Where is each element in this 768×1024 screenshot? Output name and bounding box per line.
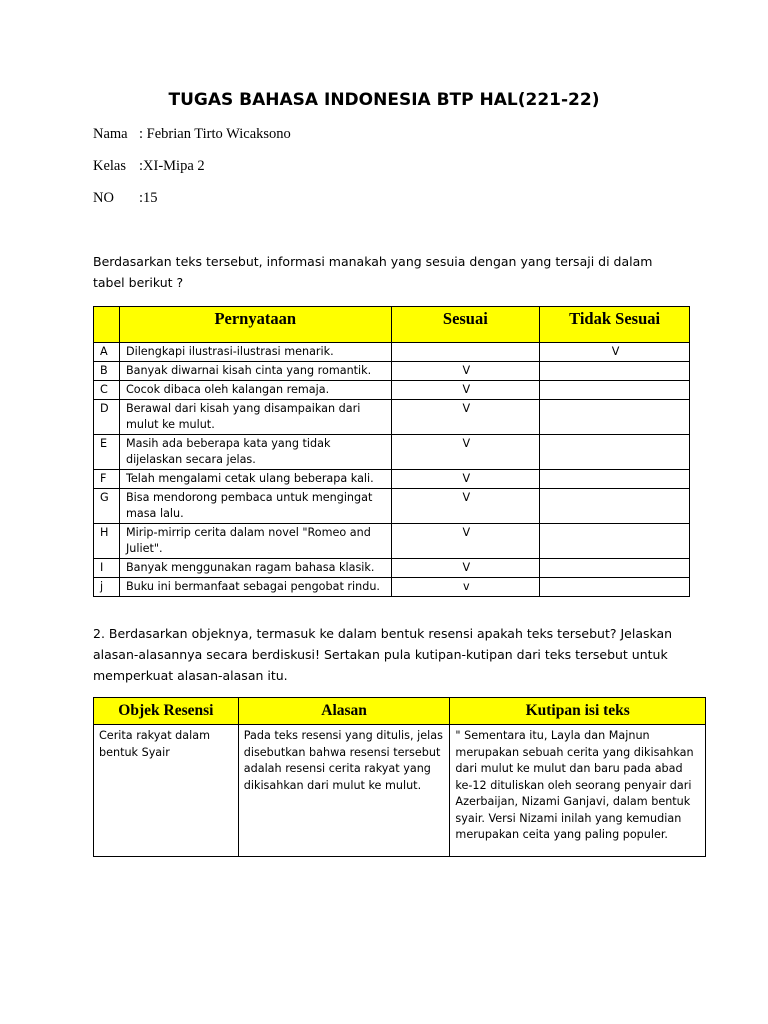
row-key: B (94, 362, 120, 381)
row-tidak-sesuai (540, 362, 690, 381)
table-row (94, 362, 690, 381)
row-tidak-sesuai (540, 435, 690, 470)
name-label: Nama (93, 126, 128, 142)
row-tidak-sesuai (540, 470, 690, 489)
row-statement: Berawal dari kisah yang disampaikan dari mulut ke mulut. (119, 400, 391, 435)
question-1: Berdasarkan teks tersebut, informasi manakah yang sesuia dengan yang tersaji di dalam tabel berikut ? (93, 254, 653, 290)
row-sesuai: v (391, 578, 540, 597)
table-row (94, 470, 690, 489)
cell-alasan: Pada teks resensi yang ditulis, jelas disebutkan bahwa resensi tersebut adalah resensi cerita rakyat yang dikisahkan dari mulut ke mulut. (238, 725, 450, 857)
table-header-row (94, 307, 690, 343)
row-statement: Dilengkapi ilustrasi-ilustrasi menarik. (119, 343, 391, 362)
row-statement: Banyak menggunakan ragam bahasa klasik. (119, 559, 391, 578)
header-kutipan: Kutipan isi teks (450, 698, 706, 725)
row-statement: Mirip-mirrip cerita dalam novel "Romeo and Juliet". (119, 524, 391, 559)
row-sesuai: V (391, 470, 540, 489)
header-tidak-sesuai: Tidak Sesuai (540, 307, 690, 343)
document-title: TUGAS BAHASA INDONESIA BTP HAL(221-22) (168, 90, 600, 110)
cell-objek: Cerita rakyat dalam bentuk Syair (94, 725, 239, 857)
table-row (94, 343, 690, 362)
number-line (93, 190, 158, 207)
class-value: :XI-Mipa 2 (139, 158, 205, 174)
review-table (93, 697, 706, 857)
row-tidak-sesuai (540, 381, 690, 400)
table-row (94, 381, 690, 400)
table-header-row (94, 698, 706, 725)
row-sesuai: V (391, 400, 540, 435)
row-sesuai: V (391, 362, 540, 381)
row-statement: Cocok dibaca oleh kalangan remaja. (119, 381, 391, 400)
row-statement: Buku ini bermanfaat sebagai pengobat rindu. (119, 578, 391, 597)
row-tidak-sesuai: V (540, 343, 690, 362)
row-tidak-sesuai (540, 489, 690, 524)
row-statement: Bisa mendorong pembaca untuk mengingat masa lalu. (119, 489, 391, 524)
row-statement: Telah mengalami cetak ulang beberapa kali. (119, 470, 391, 489)
table-row (94, 559, 690, 578)
header-sesuai: Sesuai (391, 307, 540, 343)
header-key (94, 307, 120, 343)
row-sesuai: V (391, 381, 540, 400)
header-objek-resensi: Objek Resensi (94, 698, 239, 725)
question-2: 2. Berdasarkan objeknya, termasuk ke dalam bentuk resensi apakah teks tersebut? Jelaskan alasan-alasannya secara berdiskusi! Sertakan pula kutipan-kutipan dari teks tersebut untuk memperkuat alasan-alasan itu. (93, 626, 673, 683)
row-key: j (94, 578, 120, 597)
header-alasan: Alasan (238, 698, 450, 725)
table-row (94, 578, 690, 597)
row-statement: Masih ada beberapa kata yang tidak dijelaskan secara jelas. (119, 435, 391, 470)
row-sesuai (391, 343, 540, 362)
row-sesuai: V (391, 524, 540, 559)
header-pernyataan: Pernyataan (119, 307, 391, 343)
number-value: :15 (139, 190, 158, 206)
row-tidak-sesuai (540, 400, 690, 435)
row-sesuai: V (391, 559, 540, 578)
row-tidak-sesuai (540, 559, 690, 578)
table-row (94, 489, 690, 524)
statement-table (93, 306, 690, 597)
name-line (93, 126, 291, 143)
row-key: I (94, 559, 120, 578)
table-row (94, 400, 690, 435)
row-key: C (94, 381, 120, 400)
row-key: H (94, 524, 120, 559)
row-tidak-sesuai (540, 524, 690, 559)
row-sesuai: V (391, 435, 540, 470)
row-key: D (94, 400, 120, 435)
table-row (94, 435, 690, 470)
row-sesuai: V (391, 489, 540, 524)
row-statement: Banyak diwarnai kisah cinta yang romantik. (119, 362, 391, 381)
row-tidak-sesuai (540, 578, 690, 597)
class-label: Kelas (93, 158, 127, 174)
table-row (94, 725, 706, 857)
class-line (93, 158, 205, 175)
row-key: F (94, 470, 120, 489)
number-label: NO (93, 190, 114, 206)
name-value: : Febrian Tirto Wicaksono (139, 126, 291, 142)
row-key: E (94, 435, 120, 470)
row-key: A (94, 343, 120, 362)
table-row (94, 524, 690, 559)
row-key: G (94, 489, 120, 524)
cell-kutipan: " Sementara itu, Layla dan Majnun merupakan sebuah cerita yang dikisahkan dari mulut ke mulut dan baru pada abad ke-12 dituliskan oleh seorang penyair dari Azerbaijan, Nizami Ganjavi, dalam bentuk syair. Versi Nizami inilah yang kemudian merupakan ceita yang paling populer. (450, 725, 706, 857)
